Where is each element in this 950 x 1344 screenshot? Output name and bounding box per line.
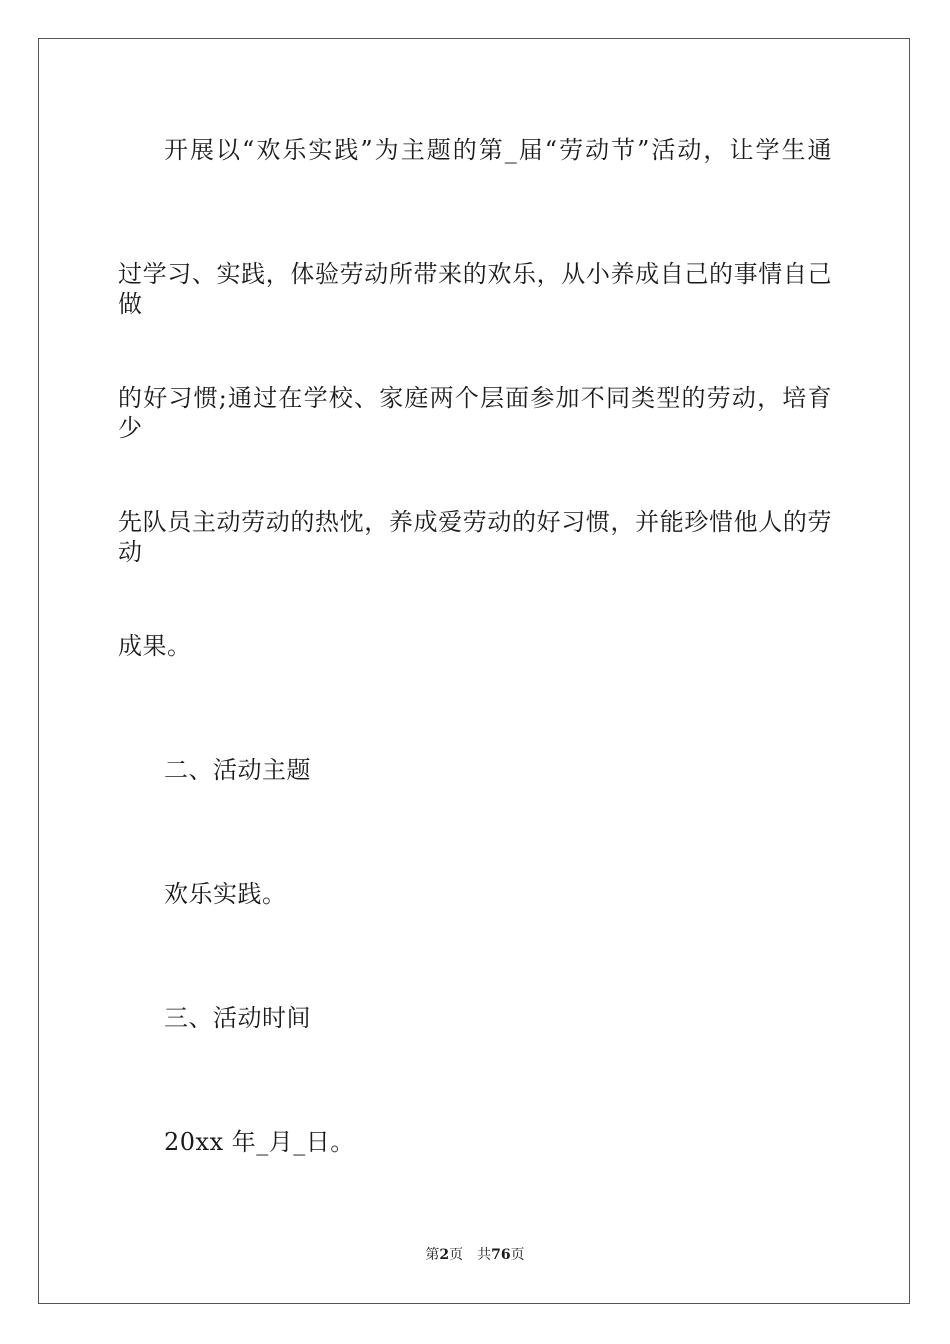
paragraph-line-5: 成果。 — [118, 632, 192, 660]
footer-total-suffix: 页 — [510, 1247, 525, 1263]
paragraph-line-3: 的好习惯;通过在学校、家庭两个层面参加不同类型的劳动，培育少 — [118, 384, 832, 442]
section-body-time: 20xx 年_月_日。 — [164, 1128, 355, 1156]
paragraph-line-2: 过学习、实践，体验劳动所带来的欢乐，从小养成自己的事情自己做 — [118, 260, 832, 318]
section-body-theme: 欢乐实践。 — [164, 880, 287, 908]
section-heading-theme: 二、活动主题 — [164, 756, 311, 784]
footer-page-prefix: 第 — [425, 1247, 440, 1263]
page-footer — [0, 1246, 950, 1264]
footer-page-suffix: 页 — [449, 1247, 464, 1263]
footer-page-total: 76 — [491, 1247, 511, 1263]
page-border — [38, 38, 910, 1304]
footer-page-current: 2 — [439, 1247, 450, 1263]
paragraph-line-1: 开展以“欢乐实践”为主题的第_届“劳动节”活动，让学生通 — [164, 136, 832, 164]
paragraph-line-4: 先队员主动劳动的热忱，养成爱劳动的好习惯，并能珍惜他人的劳动 — [118, 508, 832, 566]
section-heading-time: 三、活动时间 — [164, 1004, 311, 1032]
footer-total-prefix: 共 — [477, 1247, 492, 1263]
